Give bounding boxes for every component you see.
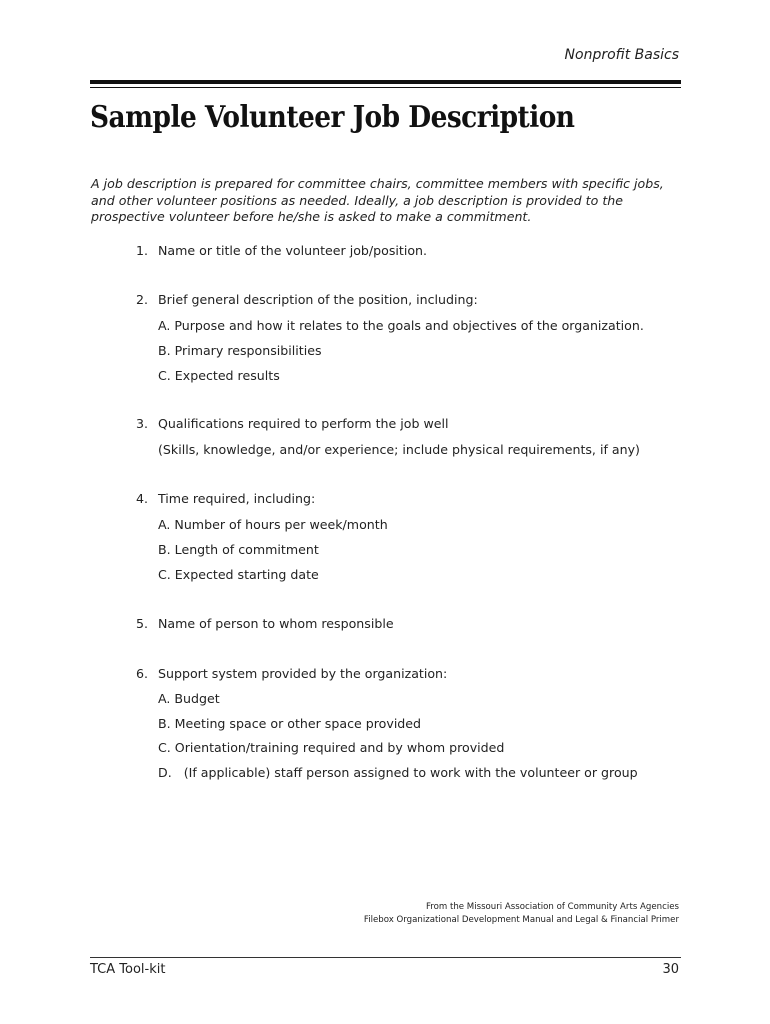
item-number: 2. xyxy=(136,292,149,307)
credit-line-1: From the Missouri Association of Community Arts Agencies xyxy=(425,902,679,912)
item-number: 1. xyxy=(136,243,149,258)
sub-item: B. Meeting space or other space provided xyxy=(158,716,422,731)
item-number: 3. xyxy=(136,416,149,431)
sub-item: A. Number of hours per week/month xyxy=(158,517,388,532)
sub-item: C. Expected results xyxy=(158,368,280,383)
sub-item: A. Budget xyxy=(158,691,220,706)
credit-line-2: Filebox Organizational Development Manual and Legal & Financial Primer xyxy=(363,914,679,925)
sub-item: (Skills, knowledge, and/or experience; include physical requirements, if any) xyxy=(158,442,640,457)
intro-paragraph: A job description is prepared for committee chairs, committee members with specific jobs, and other volunteer positions as needed. Ideally, a job description is provided to the prospective volunteer before he/she is asked to make a commitment. xyxy=(91,176,664,224)
header-rule-thin xyxy=(90,87,681,88)
sub-item: C. Orientation/training required and by whom provided xyxy=(158,740,505,755)
sub-item: B. Primary responsibilities xyxy=(158,343,322,358)
footer-rule xyxy=(90,957,681,958)
list-item: Qualifications required to perform the job well xyxy=(158,416,449,431)
list-item: Brief general description of the position, including: xyxy=(158,292,478,307)
sub-item: B. Length of commitment xyxy=(158,542,319,557)
list-item: Name or title of the volunteer job/position. xyxy=(158,243,428,258)
item-number: 6. xyxy=(136,666,149,681)
list-item: Name of person to whom responsible xyxy=(158,616,394,631)
header-rule-thick xyxy=(90,80,681,84)
sub-item: C. Expected starting date xyxy=(158,567,319,582)
footer-title: TCA Tool-kit xyxy=(90,962,166,977)
source-credit xyxy=(364,901,679,926)
list-item: Time required, including: xyxy=(158,491,316,506)
item-number: 5. xyxy=(136,616,149,631)
item-number: 4. xyxy=(136,491,149,506)
page-number: 30 xyxy=(662,962,679,977)
sub-item: D. (If applicable) staff person assigned to work with the volunteer or group xyxy=(158,765,638,780)
list-item: Support system provided by the organization: xyxy=(158,666,448,681)
section-label: Nonprofit Basics xyxy=(564,47,679,63)
page-title: Sample Volunteer Job Description xyxy=(90,100,575,135)
sub-item: A. Purpose and how it relates to the goals and objectives of the organization. xyxy=(158,318,644,333)
